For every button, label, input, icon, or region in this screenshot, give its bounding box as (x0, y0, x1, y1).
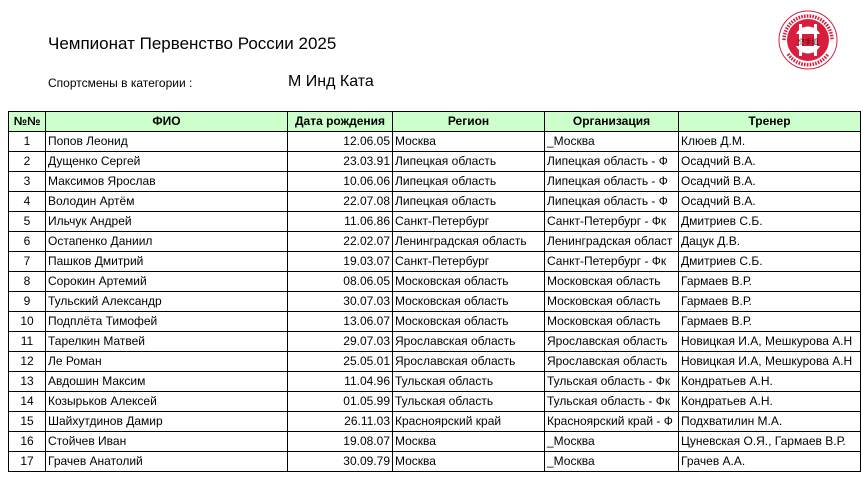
table-row[interactable] (9, 372, 861, 392)
cell-region: Тульская область (393, 392, 545, 412)
cell-coach: Дмитриев С.Б. (679, 212, 861, 232)
cell-number: 5 (9, 212, 46, 232)
cell-name: Попов Леонид (46, 132, 288, 152)
table-row[interactable] (9, 332, 861, 352)
cell-birthdate: 23.03.91 (288, 152, 393, 172)
cell-name: Ильчук Андрей (46, 212, 288, 232)
cell-coach: Кондратьев А.Н. (679, 372, 861, 392)
cell-organization: Тульская область - Фк (545, 372, 679, 392)
cell-organization: Тульская область - Фк (545, 392, 679, 412)
table-row[interactable] (9, 292, 861, 312)
cell-name: Володин Артём (46, 192, 288, 212)
cell-number: 11 (9, 332, 46, 352)
cell-birthdate: 08.06.05 (288, 272, 393, 292)
column-header-region[interactable]: Регион (393, 112, 545, 132)
page-title: Чемпионат Первенство России 2025 (48, 34, 337, 53)
cell-coach: Подхватилин М.А. (679, 412, 861, 432)
logo-emblem-text: 空手道 (797, 38, 819, 46)
cell-region: Московская область (393, 312, 545, 332)
table-row[interactable] (9, 352, 861, 372)
cell-coach: Цуневская О.Я., Гармаев В.Р. (679, 432, 861, 452)
table-body (9, 132, 861, 472)
cell-name: Максимов Ярослав (46, 172, 288, 192)
table-row[interactable] (9, 272, 861, 292)
table-header-row (9, 112, 861, 132)
cell-number: 16 (9, 432, 46, 452)
cell-name: Остапенко Даниил (46, 232, 288, 252)
cell-number: 15 (9, 412, 46, 432)
cell-name: Сорокин Артемий (46, 272, 288, 292)
cell-birthdate: 30.07.03 (288, 292, 393, 312)
cell-organization: Московская область (545, 312, 679, 332)
cell-number: 14 (9, 392, 46, 412)
cell-name: Авдошин Максим (46, 372, 288, 392)
cell-region: Красноярский край (393, 412, 545, 432)
table-row[interactable] (9, 132, 861, 152)
cell-name: Тарелкин Матвей (46, 332, 288, 352)
cell-birthdate: 10.06.06 (288, 172, 393, 192)
cell-birthdate: 11.04.96 (288, 372, 393, 392)
cell-coach: Осадчий В.А. (679, 172, 861, 192)
cell-coach: Новицкая И.А, Мешкурова А.Н (679, 352, 861, 372)
cell-birthdate: 13.06.07 (288, 312, 393, 332)
column-header-name[interactable]: ФИО (46, 112, 288, 132)
cell-organization: Ярославская область (545, 352, 679, 372)
cell-name: Подплёта Тимофей (46, 312, 288, 332)
table-row[interactable] (9, 452, 861, 472)
cell-coach: Осадчий В.А. (679, 192, 861, 212)
cell-organization: _Москва (545, 432, 679, 452)
column-header-birthdate[interactable]: Дата рождения (288, 112, 393, 132)
cell-coach: Гармаев В.Р. (679, 312, 861, 332)
table-row[interactable] (9, 412, 861, 432)
cell-region: Липецкая область (393, 172, 545, 192)
cell-birthdate: 19.08.07 (288, 432, 393, 452)
cell-organization: Санкт-Петербург - Фк (545, 252, 679, 272)
cell-birthdate: 22.07.08 (288, 192, 393, 212)
cell-name: Ле Роман (46, 352, 288, 372)
cell-coach: Дацук Д.В. (679, 232, 861, 252)
cell-number: 6 (9, 232, 46, 252)
cell-coach: Гармаев В.Р. (679, 292, 861, 312)
federation-logo (778, 10, 838, 70)
athletes-table (8, 111, 861, 472)
table-row[interactable] (9, 232, 861, 252)
table-row[interactable] (9, 152, 861, 172)
cell-number: 1 (9, 132, 46, 152)
cell-coach: Осадчий В.А. (679, 152, 861, 172)
cell-birthdate: 19.03.07 (288, 252, 393, 272)
cell-birthdate: 26.11.03 (288, 412, 393, 432)
cell-birthdate: 22.02.07 (288, 232, 393, 252)
table-row[interactable] (9, 192, 861, 212)
cell-region: Москва (393, 132, 545, 152)
category-label: Спортсмены в категории : (48, 76, 193, 90)
cell-coach: Кондратьев А.Н. (679, 392, 861, 412)
cell-organization: Липецкая область - Ф (545, 172, 679, 192)
cell-number: 12 (9, 352, 46, 372)
cell-coach: Клюев Д.М. (679, 132, 861, 152)
cell-organization: Санкт-Петербург - Фк (545, 212, 679, 232)
cell-birthdate: 11.06.86 (288, 212, 393, 232)
cell-region: Санкт-Петербург (393, 252, 545, 272)
cell-region: Санкт-Петербург (393, 212, 545, 232)
table-row[interactable] (9, 432, 861, 452)
cell-region: Москва (393, 432, 545, 452)
cell-organization: Липецкая область - Ф (545, 192, 679, 212)
cell-number: 9 (9, 292, 46, 312)
cell-name: Тульский Александр (46, 292, 288, 312)
cell-organization: Ленинградская област (545, 232, 679, 252)
cell-number: 8 (9, 272, 46, 292)
category-value: М Инд Ката (288, 73, 374, 90)
cell-region: Ярославская область (393, 332, 545, 352)
cell-region: Липецкая область (393, 192, 545, 212)
cell-coach: Грачев А.А. (679, 452, 861, 472)
column-header-organization[interactable]: Организация (545, 112, 679, 132)
cell-region: Московская область (393, 292, 545, 312)
cell-number: 3 (9, 172, 46, 192)
cell-name: Стойчев Иван (46, 432, 288, 452)
cell-number: 2 (9, 152, 46, 172)
cell-coach: Новицкая И.А, Мешкурова А.Н (679, 332, 861, 352)
table-row[interactable] (9, 252, 861, 272)
cell-number: 10 (9, 312, 46, 332)
cell-organization: Московская область (545, 272, 679, 292)
cell-organization: Ярославская область (545, 332, 679, 352)
cell-region: Московская область (393, 272, 545, 292)
cell-birthdate: 29.07.03 (288, 332, 393, 352)
cell-number: 7 (9, 252, 46, 272)
cell-region: Тульская область (393, 372, 545, 392)
cell-name: Пашков Дмитрий (46, 252, 288, 272)
cell-coach: Гармаев В.Р. (679, 272, 861, 292)
cell-birthdate: 12.06.05 (288, 132, 393, 152)
cell-region: Москва (393, 452, 545, 472)
table-row[interactable] (9, 312, 861, 332)
cell-region: Ярославская область (393, 352, 545, 372)
cell-organization: _Москва (545, 452, 679, 472)
cell-organization: _Москва (545, 132, 679, 152)
cell-organization: Московская область (545, 292, 679, 312)
cell-name: Шайхутдинов Дамир (46, 412, 288, 432)
cell-number: 13 (9, 372, 46, 392)
cell-number: 4 (9, 192, 46, 212)
cell-name: Дущенко Сергей (46, 152, 288, 172)
cell-organization: Липецкая область - Ф (545, 152, 679, 172)
cell-birthdate: 25.05.01 (288, 352, 393, 372)
table-row[interactable] (9, 172, 861, 192)
cell-region: Ленинградская область (393, 232, 545, 252)
cell-birthdate: 01.05.99 (288, 392, 393, 412)
cell-name: Грачев Анатолий (46, 452, 288, 472)
column-header-coach[interactable]: Тренер (679, 112, 861, 132)
table-row[interactable] (9, 392, 861, 412)
cell-number: 17 (9, 452, 46, 472)
cell-coach: Дмитриев С.Б. (679, 252, 861, 272)
table-row[interactable] (9, 212, 861, 232)
cell-birthdate: 30.09.79 (288, 452, 393, 472)
cell-region: Липецкая область (393, 152, 545, 172)
column-header-number[interactable]: №№ (9, 112, 46, 132)
cell-name: Козырьков Алексей (46, 392, 288, 412)
cell-organization: Красноярский край - Ф (545, 412, 679, 432)
